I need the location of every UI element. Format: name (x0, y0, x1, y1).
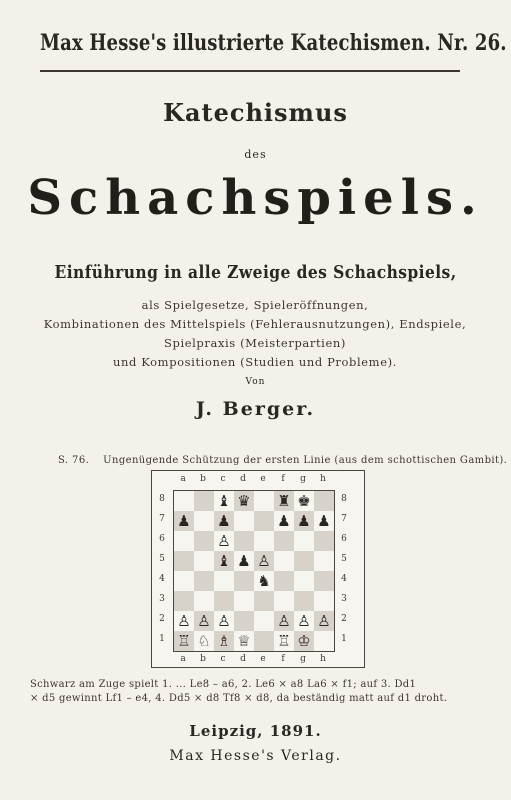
board-square-d6 (234, 531, 254, 551)
chess-piece-a1: ♖ (177, 632, 191, 650)
rank-label-8: 8 (159, 494, 165, 504)
file-label-g: g (300, 474, 306, 484)
rank-label-3: 3 (159, 594, 165, 604)
rank-label-7: 7 (159, 514, 165, 524)
file-label-f: f (281, 654, 285, 664)
board-square-d3 (234, 591, 254, 611)
moves-line: Schwarz am Zuge spielt 1. ... Le8 – a6, 2. Le6 × a8 La6 × f1; auf 3. Dd1 (30, 679, 417, 690)
figure-number: S. 76. (58, 455, 90, 466)
board-square-g3 (294, 591, 314, 611)
file-label-g: g (300, 654, 306, 664)
moves-line: × d5 gewinnt Lf1 – e4, 4. Dd5 × d8 Tf8 × d8, da beständig matt auf d1 droht. (30, 693, 448, 704)
rank-label-4: 4 (341, 574, 347, 584)
katechismus-heading: Katechismus (163, 98, 348, 127)
chess-piece-g1: ♔ (297, 632, 311, 650)
board-square-f3 (274, 591, 294, 611)
file-label-d: d (240, 474, 246, 484)
board-square-g4 (294, 571, 314, 591)
chess-piece-d8: ♛ (237, 492, 251, 510)
board-square-f5 (274, 551, 294, 571)
chess-piece-c2: ♙ (217, 612, 231, 630)
place-year: Leipzig, 1891. (189, 722, 322, 740)
file-label-b: b (200, 654, 206, 664)
board-square-e8 (254, 491, 274, 511)
file-label-a: a (180, 474, 186, 484)
board-square-b3 (194, 591, 214, 611)
topic-line: und Kompositionen (Studien und Probleme). (113, 355, 397, 369)
board-square-c4 (214, 571, 234, 591)
file-label-b: b (200, 474, 206, 484)
chess-board (173, 490, 335, 652)
rank-label-4: 4 (159, 574, 165, 584)
file-label-h: h (320, 654, 326, 664)
chess-piece-e4: ♞ (257, 572, 271, 590)
board-square-c3 (214, 591, 234, 611)
rank-label-8: 8 (341, 494, 347, 504)
board-square-g5 (294, 551, 314, 571)
rank-label-6: 6 (341, 534, 347, 544)
author-name: J. Berger. (195, 398, 316, 420)
chess-piece-d5: ♟ (237, 552, 251, 570)
rank-label-7: 7 (341, 514, 347, 524)
file-label-c: c (220, 654, 226, 664)
rank-label-6: 6 (159, 534, 165, 544)
file-label-c: c (220, 474, 226, 484)
series-title: Max Hesse's illustrierte Katechismen. Nr. 26. (40, 30, 507, 56)
board-square-b4 (194, 571, 214, 591)
rank-label-1: 1 (341, 634, 347, 644)
chess-piece-a7: ♟ (177, 512, 191, 530)
board-square-e1 (254, 631, 274, 651)
board-square-b6 (194, 531, 214, 551)
chess-piece-g7: ♟ (297, 512, 311, 530)
publisher: Max Hesse's Verlag. (169, 748, 342, 764)
main-title: Schachspiels. (27, 170, 484, 226)
file-label-e: e (260, 654, 266, 664)
board-square-e2 (254, 611, 274, 631)
chess-piece-h7: ♟ (317, 512, 331, 530)
chess-piece-f2: ♙ (277, 612, 291, 630)
figure-caption (58, 455, 508, 466)
rank-label-1: 1 (159, 634, 165, 644)
board-square-d4 (234, 571, 254, 591)
board-square-h3 (314, 591, 334, 611)
chess-piece-h2: ♙ (317, 612, 331, 630)
rank-label-2: 2 (159, 614, 165, 624)
board-square-h5 (314, 551, 334, 571)
board-square-a3 (174, 591, 194, 611)
chess-piece-c1: ♗ (217, 632, 231, 650)
des-word: des (244, 148, 267, 161)
chess-piece-a2: ♙ (177, 612, 191, 630)
board-square-b7 (194, 511, 214, 531)
moves-text (30, 678, 480, 706)
board-square-b5 (194, 551, 214, 571)
topics-block (30, 296, 480, 372)
board-square-a5 (174, 551, 194, 571)
board-square-f4 (274, 571, 294, 591)
header-rule (40, 70, 460, 72)
chess-piece-f1: ♖ (277, 632, 291, 650)
file-label-d: d (240, 654, 246, 664)
topic-line: Spielpraxis (Meisterpartien) (164, 336, 346, 350)
board-square-f6 (274, 531, 294, 551)
board-square-g6 (294, 531, 314, 551)
board-square-e7 (254, 511, 274, 531)
topic-line: als Spielgesetze, Spieleröffnungen, (141, 298, 369, 312)
board-square-h8 (314, 491, 334, 511)
chess-piece-e5: ♙ (257, 552, 271, 570)
file-label-f: f (281, 474, 285, 484)
file-label-h: h (320, 474, 326, 484)
chess-piece-d1: ♕ (237, 632, 251, 650)
rank-label-5: 5 (341, 554, 347, 564)
chess-piece-f8: ♜ (277, 492, 291, 510)
chess-piece-c6: ♙ (217, 532, 231, 550)
board-square-h4 (314, 571, 334, 591)
board-square-e6 (254, 531, 274, 551)
topic-line: Kombinationen des Mittelspiels (Fehlerausnutzungen), Endspiele, (43, 317, 467, 331)
chess-piece-c5: ♝ (217, 552, 231, 570)
chess-piece-g2: ♙ (297, 612, 311, 630)
subtitle: Einführung in alle Zweige des Schachspiels, (54, 262, 457, 283)
rank-label-5: 5 (159, 554, 165, 564)
rank-label-2: 2 (341, 614, 347, 624)
chess-piece-c7: ♟ (217, 512, 231, 530)
chess-piece-b2: ♙ (197, 612, 211, 630)
figure-caption-text: Ungenügende Schützung der ersten Linie (aus dem schottischen Gambit). (103, 455, 508, 466)
rank-label-3: 3 (341, 594, 347, 604)
chess-piece-f7: ♟ (277, 512, 291, 530)
file-label-e: e (260, 474, 266, 484)
board-square-a6 (174, 531, 194, 551)
board-square-d7 (234, 511, 254, 531)
board-square-d2 (234, 611, 254, 631)
board-square-h6 (314, 531, 334, 551)
von-word: Von (245, 377, 266, 387)
board-square-b8 (194, 491, 214, 511)
board-square-h1 (314, 631, 334, 651)
board-square-a8 (174, 491, 194, 511)
file-label-a: a (180, 654, 186, 664)
board-square-e3 (254, 591, 274, 611)
board-square-a4 (174, 571, 194, 591)
chess-piece-g8: ♚ (297, 492, 311, 510)
chess-piece-c8: ♝ (217, 492, 231, 510)
chess-piece-b1: ♘ (197, 632, 211, 650)
